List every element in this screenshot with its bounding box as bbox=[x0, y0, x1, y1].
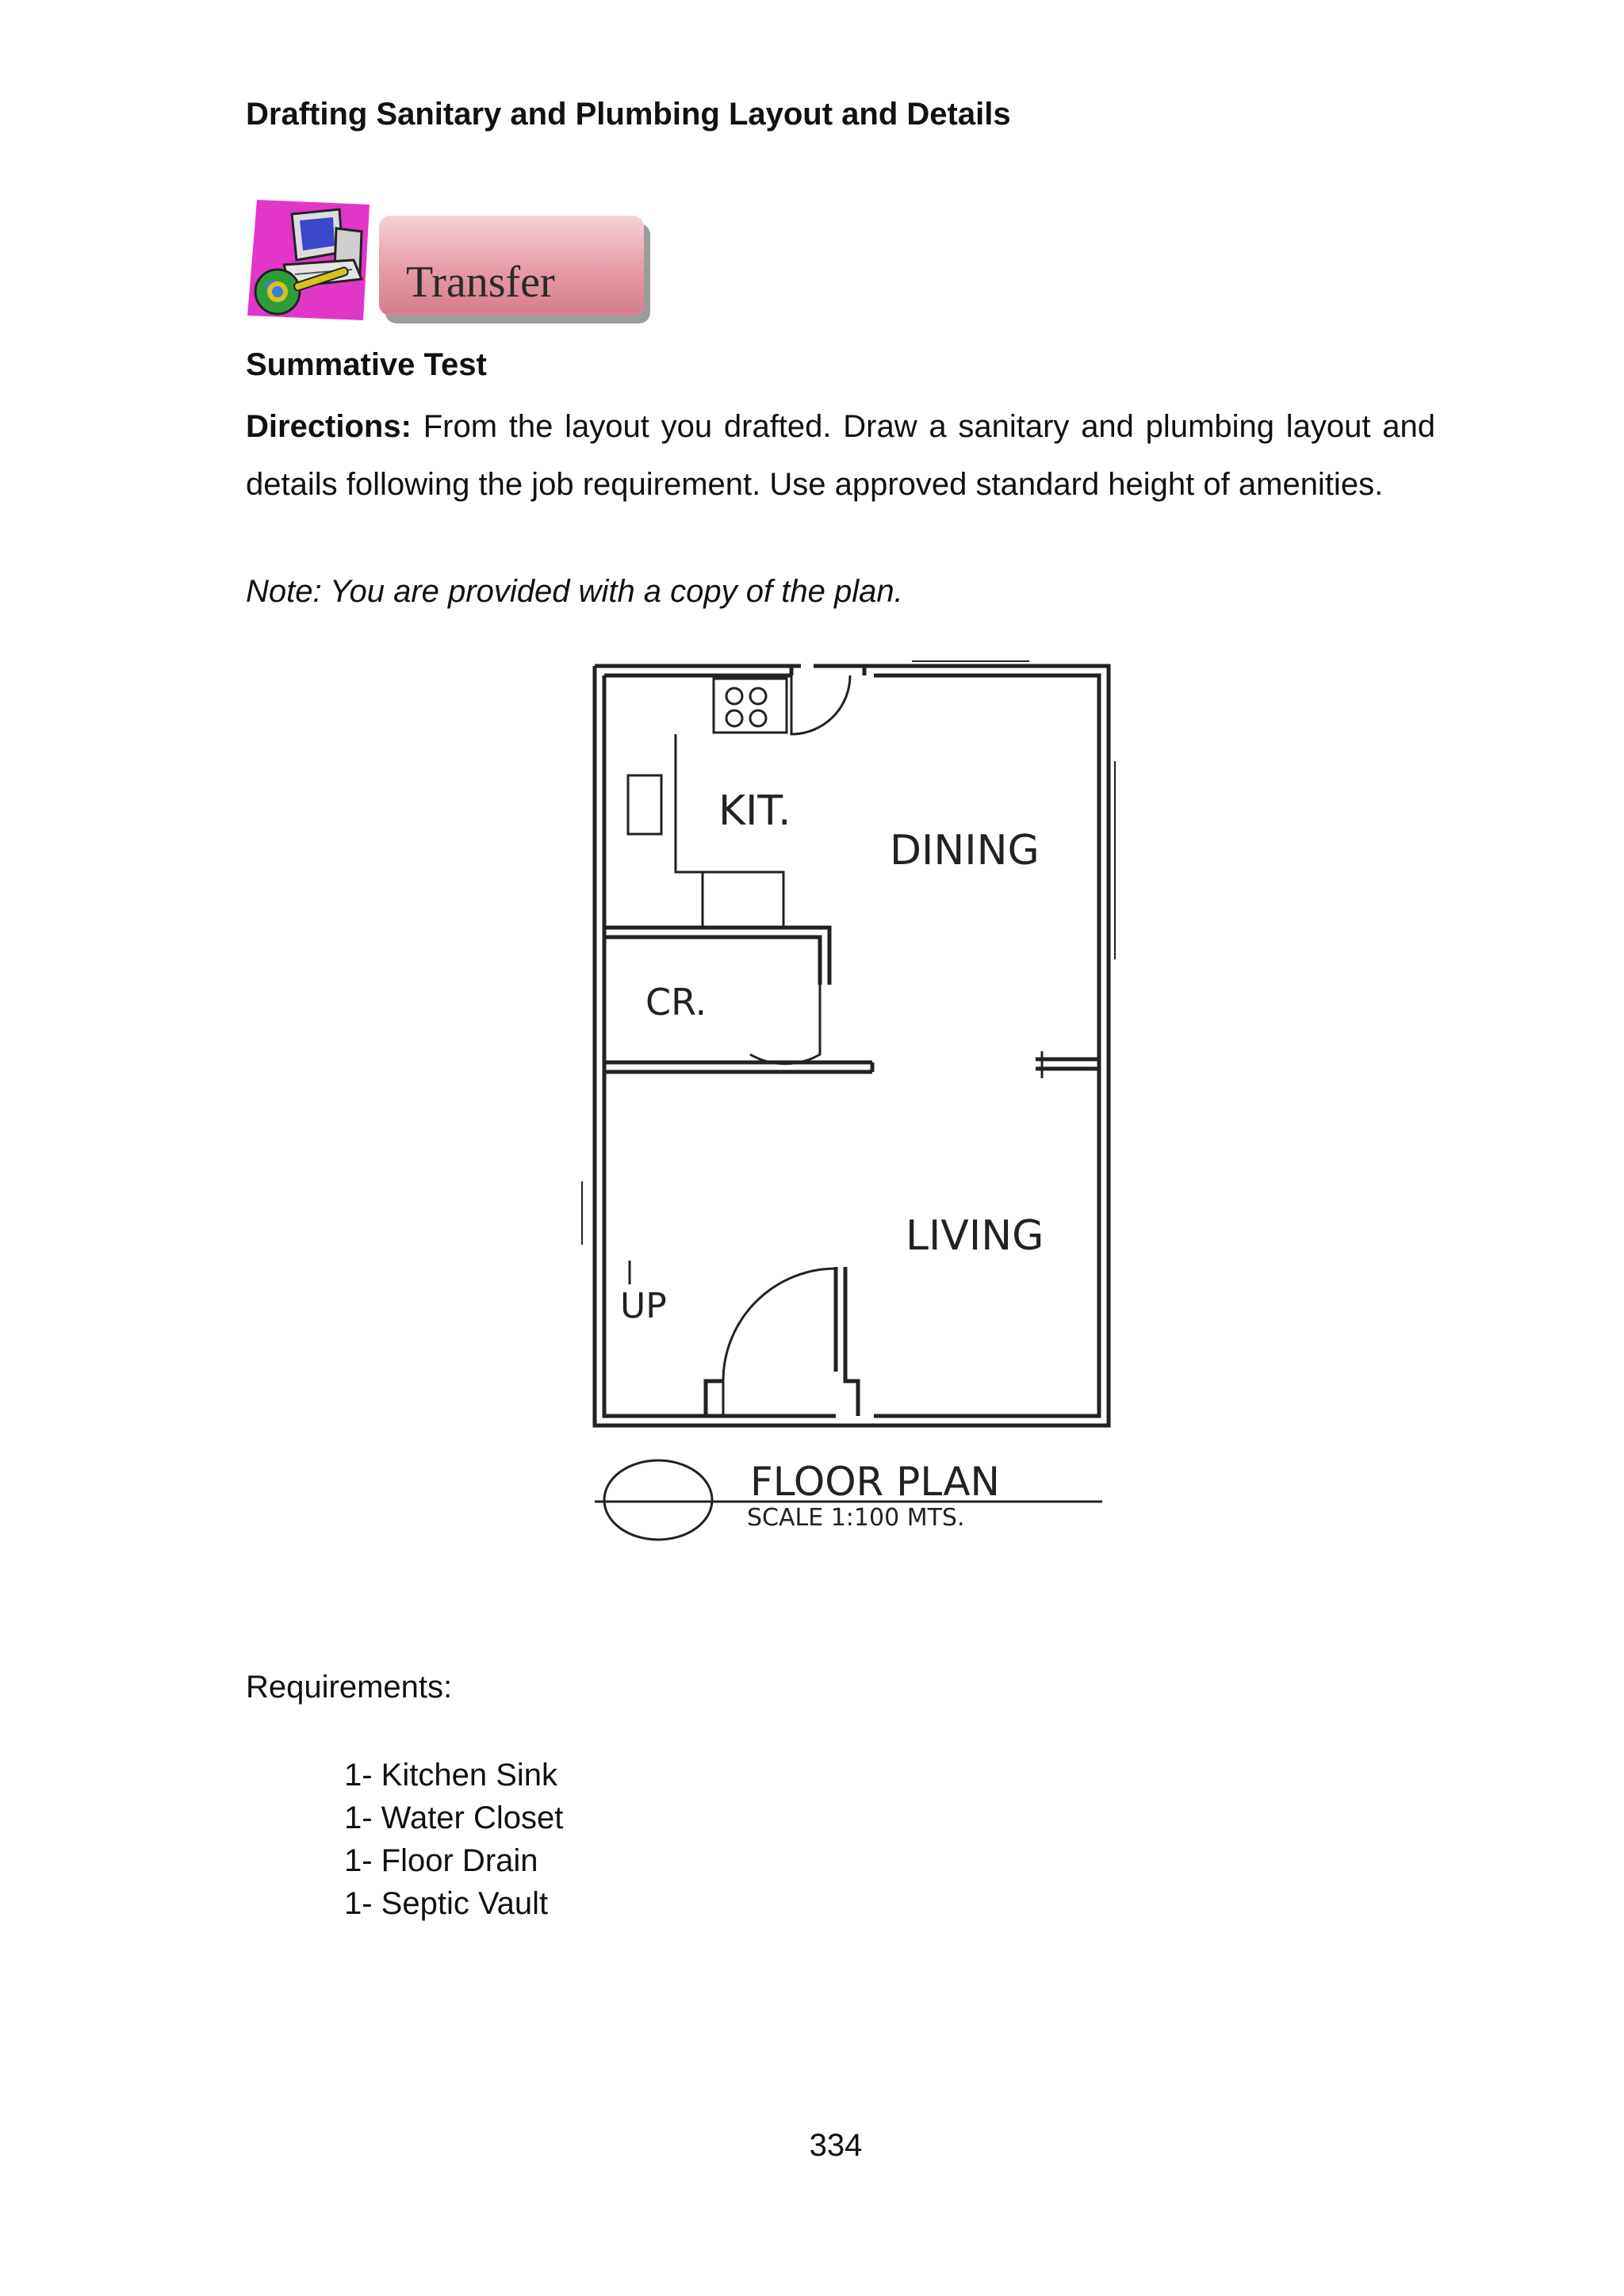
window-marks bbox=[582, 661, 1115, 1245]
banner-label: Transfer bbox=[406, 258, 555, 307]
room-label-living: LIVING bbox=[906, 1212, 1044, 1260]
directions-label: Directions: bbox=[246, 409, 412, 444]
room-label-cr: CR. bbox=[645, 981, 707, 1024]
stove-fixture bbox=[714, 679, 787, 733]
list-item: 1- Floor Drain bbox=[344, 1843, 538, 1878]
requirements-heading: Requirements: bbox=[246, 1670, 453, 1705]
computer-key-icon bbox=[243, 197, 376, 323]
list-item: 1- Septic Vault bbox=[344, 1886, 549, 1921]
caption-scale: SCALE 1:100 MTS. bbox=[747, 1504, 965, 1532]
main-door bbox=[706, 1267, 858, 1416]
list-item: 1- Kitchen Sink bbox=[344, 1758, 558, 1793]
transfer-banner bbox=[379, 216, 644, 316]
room-label-dining: DINING bbox=[890, 827, 1040, 874]
section-title: Summative Test bbox=[246, 347, 487, 382]
requirements-list bbox=[344, 1754, 563, 1925]
cr-walls bbox=[604, 928, 872, 1072]
list-item: 1- Water Closet bbox=[344, 1800, 564, 1835]
header-title: Drafting Sanitary and Plumbing Layout and Details bbox=[246, 97, 1011, 132]
outer-walls bbox=[595, 666, 1109, 1425]
floor-plan-caption bbox=[595, 1459, 1102, 1540]
floor-plan-drawing bbox=[579, 626, 1118, 1566]
directions-paragraph bbox=[246, 398, 1435, 514]
room-label-stair: UP bbox=[620, 1286, 667, 1326]
note-text: Note: You are provided with a copy of the plan. bbox=[246, 574, 903, 609]
room-label-kitchen: KIT. bbox=[718, 787, 791, 835]
page-number: 334 bbox=[809, 2128, 863, 2163]
caption-title: FLOOR PLAN bbox=[750, 1459, 1000, 1505]
directions-text: From the layout you drafted. Draw a sanitary and plumbing layout and details following the job requirement. Use approved standard height of amenities. bbox=[246, 409, 1435, 502]
